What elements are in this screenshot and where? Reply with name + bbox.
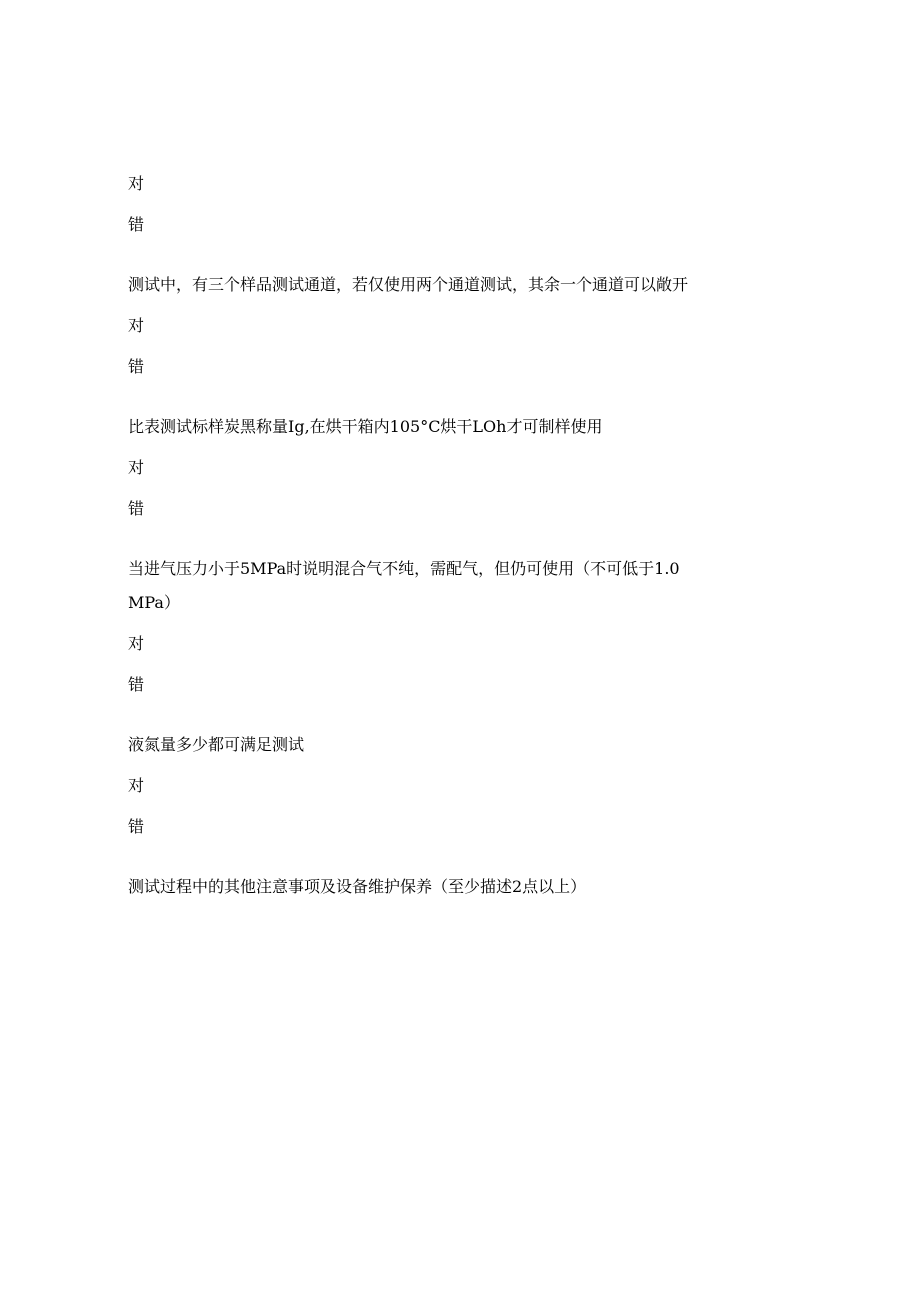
question-text-line1: 当进气压力小于5MPa时说明混合气不纯，需配气，但仍可使用（不可低于1.0 <box>128 559 680 578</box>
question-text-line2: MPa） <box>128 593 180 612</box>
option-false: 错 <box>128 499 145 518</box>
option-true: 对 <box>128 316 145 335</box>
option-false: 错 <box>128 675 145 694</box>
question-text: 液氮量多少都可满足测试 <box>128 735 305 754</box>
option-false: 错 <box>128 215 145 234</box>
question-text: 测试过程中的其他注意事项及设备维护保养（至少描述2点以上） <box>128 877 587 896</box>
option-false: 错 <box>128 357 145 376</box>
option-true: 对 <box>128 634 145 653</box>
question-text: 测试中，有三个样品测试通道，若仅使用两个通道测试，其余一个通道可以敞开 <box>128 275 689 294</box>
option-true: 对 <box>128 776 145 795</box>
option-false: 错 <box>128 817 145 836</box>
question-text: 比表测试标样炭黑称量Ig,在烘干箱内105°C烘干LOh才可制样使用 <box>128 417 603 436</box>
option-true: 对 <box>128 174 145 193</box>
option-true: 对 <box>128 458 145 477</box>
